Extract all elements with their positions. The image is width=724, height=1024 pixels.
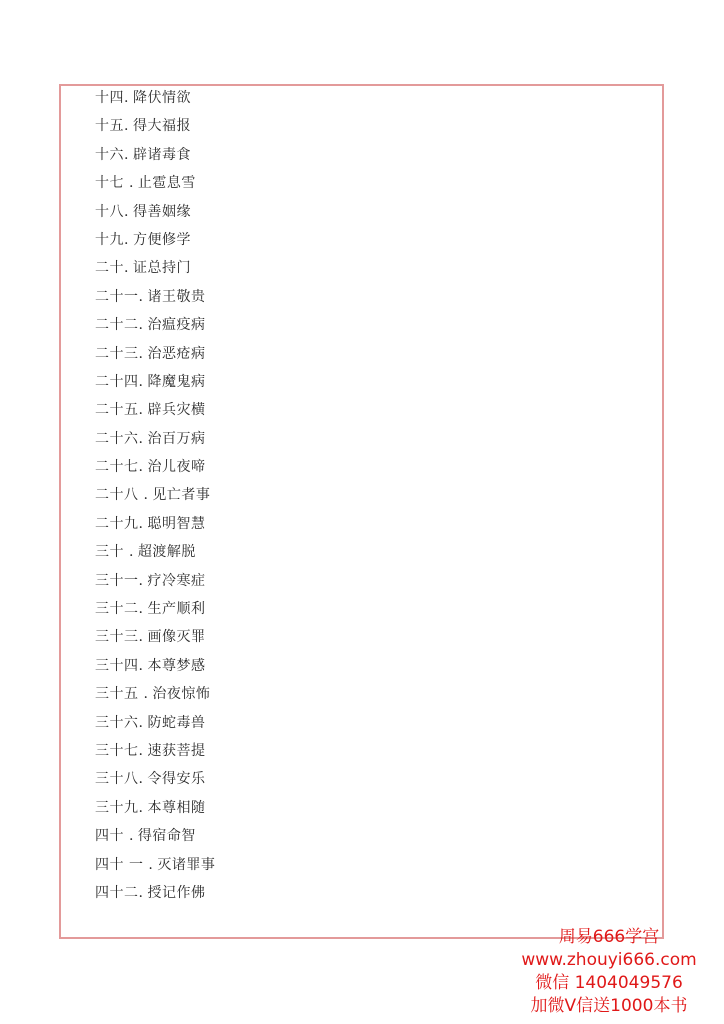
toc-item: [95, 311, 215, 339]
toc-item-number: 三十八.: [95, 771, 144, 788]
toc-item-title: 治瘟疫病: [147, 317, 206, 334]
toc-item: [95, 340, 215, 368]
toc-item-number: 二十七.: [95, 459, 144, 476]
toc-item-number: 二十二.: [95, 317, 144, 334]
toc-item: [95, 226, 215, 254]
toc-item-number: 二十三.: [95, 345, 144, 362]
toc-item-title: 止雹息雪: [137, 175, 196, 192]
toc-item-number: 十五.: [95, 118, 129, 135]
toc-item-title: 治百万病: [147, 430, 206, 447]
toc-item: [95, 737, 215, 765]
toc-item: [95, 481, 215, 509]
toc-item: [95, 794, 215, 822]
toc-item-number: 三十六.: [95, 714, 144, 731]
toc-item: [95, 198, 215, 226]
toc-item-title: 辟兵灾横: [147, 402, 206, 419]
toc-item-number: 二十四.: [95, 373, 144, 390]
toc-item: [95, 368, 215, 396]
toc-item-number: 三十三.: [95, 629, 144, 646]
toc-item: [95, 595, 215, 623]
toc-item: [95, 652, 215, 680]
toc-item-title: 治儿夜啼: [147, 459, 206, 476]
toc-item-title: 令得安乐: [147, 771, 206, 788]
toc-item-title: 疗冷寒症: [147, 572, 206, 589]
toc-item-number: 十八.: [95, 203, 129, 220]
toc-item-number: 二十.: [95, 260, 129, 277]
toc-item: [95, 254, 215, 282]
toc-item: [95, 851, 215, 879]
toc-item-title: 辟诸毒食: [132, 146, 191, 163]
toc-item-number: 二十九.: [95, 515, 144, 532]
toc-item-number: 三十 .: [95, 544, 134, 561]
toc-item-number: 三十一.: [95, 572, 144, 589]
toc-item-title: 诸王敬贵: [147, 288, 206, 305]
toc-item-title: 降魔鬼病: [147, 373, 206, 390]
watermark-line: 加微V信送1000本书: [530, 996, 688, 1016]
toc-item: [95, 567, 215, 595]
toc-item-number: 三十四.: [95, 657, 144, 674]
toc-item: [95, 879, 215, 907]
toc-item: [95, 510, 215, 538]
toc-item: [95, 453, 215, 481]
toc-item: [95, 84, 215, 112]
toc-item-title: 超渡解脱: [137, 544, 196, 561]
toc-item-number: 二十六.: [95, 430, 144, 447]
toc-item: [95, 112, 215, 140]
toc-item-number: 十七 .: [95, 175, 134, 192]
toc-item-title: 见亡者事: [152, 487, 211, 504]
toc-item-number: 三十二.: [95, 601, 144, 618]
toc-item: [95, 709, 215, 737]
watermark-line: www.zhouyi666.com: [521, 950, 697, 970]
toc-item-title: 灭诸罪事: [157, 856, 216, 873]
toc-item-title: 生产顺利: [147, 601, 206, 618]
toc-item-number: 二十八 .: [95, 487, 149, 504]
toc-item-title: 聪明智慧: [147, 515, 206, 532]
toc-item-number: 四十 一 .: [95, 856, 154, 873]
toc-item-number: 十四.: [95, 90, 129, 106]
toc-item-title: 本尊梦感: [147, 657, 206, 674]
toc-item-title: 证总持门: [132, 260, 191, 277]
toc-item: [95, 396, 215, 424]
toc-item-title: 速获菩提: [147, 742, 206, 759]
toc-item-number: 四十二.: [95, 884, 144, 901]
toc-item-number: 三十九.: [95, 799, 144, 816]
toc-item-title: 得善姻缘: [132, 203, 191, 220]
toc-item-title: 方便修学: [132, 231, 191, 248]
toc-item: [95, 680, 215, 708]
toc-item-number: 十九.: [95, 231, 129, 248]
toc-item-number: 二十一.: [95, 288, 144, 305]
toc-item-number: 十六.: [95, 146, 129, 163]
toc-item: [95, 283, 215, 311]
toc-item-title: 降伏情欲: [132, 90, 191, 106]
toc-item-title: 授记作佛: [147, 884, 206, 901]
toc-item: [95, 765, 215, 793]
toc-item: [95, 425, 215, 453]
toc-item-number: 三十七.: [95, 742, 144, 759]
toc-item: [95, 538, 215, 566]
toc-list: [95, 84, 215, 907]
toc-item-title: 治夜惊怖: [152, 686, 211, 703]
toc-item-title: 得大福报: [132, 118, 191, 135]
toc-item-title: 治恶疮病: [147, 345, 206, 362]
toc-item-number: 三十五 .: [95, 686, 149, 703]
toc-item-number: 四十 .: [95, 828, 134, 845]
toc-item: [95, 141, 215, 169]
toc-item: [95, 623, 215, 651]
toc-item-title: 本尊相随: [147, 799, 206, 816]
toc-item-title: 得宿命智: [137, 828, 196, 845]
toc-item-number: 二十五.: [95, 402, 144, 419]
toc-item-title: 防蛇毒兽: [147, 714, 206, 731]
toc-item: [95, 169, 215, 197]
toc-item-title: 画像灭罪: [147, 629, 206, 646]
watermark-line: 微信 1404049576: [535, 973, 683, 993]
watermark: [504, 926, 714, 1018]
watermark-line: 周易666学宫: [558, 927, 660, 947]
toc-item: [95, 822, 215, 850]
